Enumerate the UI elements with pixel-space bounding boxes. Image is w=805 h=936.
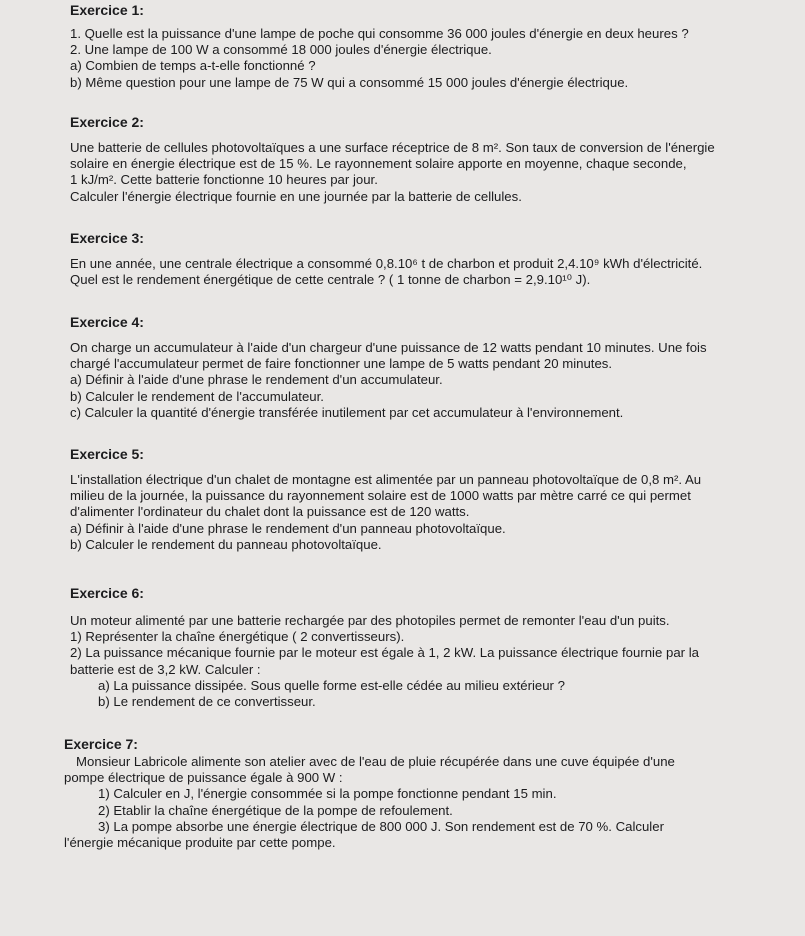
exercise-line: milieu de la journée, la puissance du rayonnement solaire est de 1000 watts par mètre carré ce qui permet — [70, 488, 691, 504]
exercise-title: Exercice 4: — [70, 314, 144, 330]
exercise-6 — [70, 585, 780, 710]
exercise-line: batterie est de 3,2 kW. Calculer : — [70, 661, 261, 677]
exercise-line: d'alimenter l'ordinateur du chalet dont la puissance est de 120 watts. — [70, 504, 470, 520]
exercise-line: a) Définir à l'aide d'une phrase le rendement d'un panneau photovoltaïque. — [70, 520, 506, 536]
exercise-line: 3) La pompe absorbe une énergie électrique de 800 000 J. Son rendement est de 70 %. Calculer — [98, 818, 664, 834]
exercise-line: a) Combien de temps a-t-elle fonctionné ? — [70, 58, 316, 74]
exercise-line: l'énergie mécanique produite par cette pompe. — [64, 835, 336, 851]
exercise-line: pompe électrique de puissance égale à 900 W : — [64, 770, 343, 786]
exercise-line: On charge un accumulateur à l'aide d'un chargeur d'une puissance de 12 watts pendant 10 minutes. Une fois — [70, 340, 707, 355]
exercise-line: 1) Représenter la chaîne énergétique ( 2 convertisseurs). — [70, 629, 405, 645]
exercise-line: 2) La puissance mécanique fournie par le moteur est égale à 1, 2 kW. La puissance électrique fournie par la — [70, 645, 699, 661]
exercise-line: 1) Calculer en J, l'énergie consommée si la pompe fonctionne pendant 15 min. — [98, 786, 557, 802]
exercise-line: 2) Etablir la chaîne énergétique de la pompe de refoulement. — [98, 802, 453, 818]
exercise-title: Exercice 5: — [70, 446, 144, 462]
exercise-line: chargé l'accumulateur permet de faire fonctionner une lampe de 5 watts pendant 20 minutes. — [70, 356, 613, 372]
exercise-5 — [70, 446, 780, 553]
exercise-line: a) La puissance dissipée. Sous quelle forme est-elle cédée au milieu extérieur ? — [98, 677, 565, 693]
exercise-line: b) Même question pour une lampe de 75 W qui a consommé 15 000 joules d'énergie électrique. — [70, 74, 629, 90]
exercise-line: b) Le rendement de ce convertisseur. — [98, 694, 316, 710]
exercise-line: Quel est le rendement énergétique de cette centrale ? ( 1 tonne de charbon = 2,9.10¹⁰ J). — [70, 272, 591, 288]
exercise-line: 1 kJ/m². Cette batterie fonctionne 10 heures par jour. — [70, 172, 378, 188]
exercise-line: b) Calculer le rendement du panneau photovoltaïque. — [70, 536, 382, 552]
exercise-line: Un moteur alimenté par une batterie rechargée par des photopiles permet de remonter l'eau d'un puits. — [70, 613, 670, 628]
exercise-line: b) Calculer le rendement de l'accumulateur. — [70, 388, 324, 404]
exercise-line: c) Calculer la quantité d'énergie transférée inutilement par cet accumulateur à l'environnement. — [70, 404, 624, 420]
exercise-title: Exercice 7: — [64, 736, 138, 752]
exercise-3 — [70, 230, 780, 288]
exercise-1 — [70, 2, 780, 91]
exercise-title: Exercice 6: — [70, 585, 144, 601]
exercise-line: En une année, une centrale électrique a consommé 0,8.10⁶ t de charbon et produit 2,4.10⁹ kWh d'électricité. — [70, 256, 703, 271]
exercise-line: 2. Une lampe de 100 W a consommé 18 000 joules d'énergie électrique. — [70, 42, 492, 58]
exercise-7 — [64, 736, 774, 851]
exercise-title: Exercice 2: — [70, 114, 144, 130]
exercise-line: solaire en énergie électrique est de 15 %. Le rayonnement solaire apporte en moyenne, chaque seconde, — [70, 156, 687, 172]
exercise-4 — [70, 314, 780, 421]
exercise-line: L'installation électrique d'un chalet de montagne est alimentée par un panneau photovoltaïque de 0,8 m². Au — [70, 472, 702, 487]
exercise-line: Calculer l'énergie électrique fournie en une journée par la batterie de cellules. — [70, 188, 522, 204]
exercise-line: 1. Quelle est la puissance d'une lampe de poche qui consomme 36 000 joules d'énergie en deux heures ? — [70, 26, 689, 41]
exercise-2 — [70, 114, 780, 205]
exercise-title: Exercice 1: — [70, 2, 144, 18]
exercise-line: a) Définir à l'aide d'une phrase le rendement d'un accumulateur. — [70, 372, 443, 388]
exercise-title: Exercice 3: — [70, 230, 144, 246]
exercise-line: Monsieur Labricole alimente son atelier avec de l'eau de pluie récupérée dans une cuve équipée d'une — [76, 754, 675, 769]
exercise-line: Une batterie de cellules photovoltaïques a une surface réceptrice de 8 m². Son taux de conversion de l'énergie — [70, 140, 715, 155]
